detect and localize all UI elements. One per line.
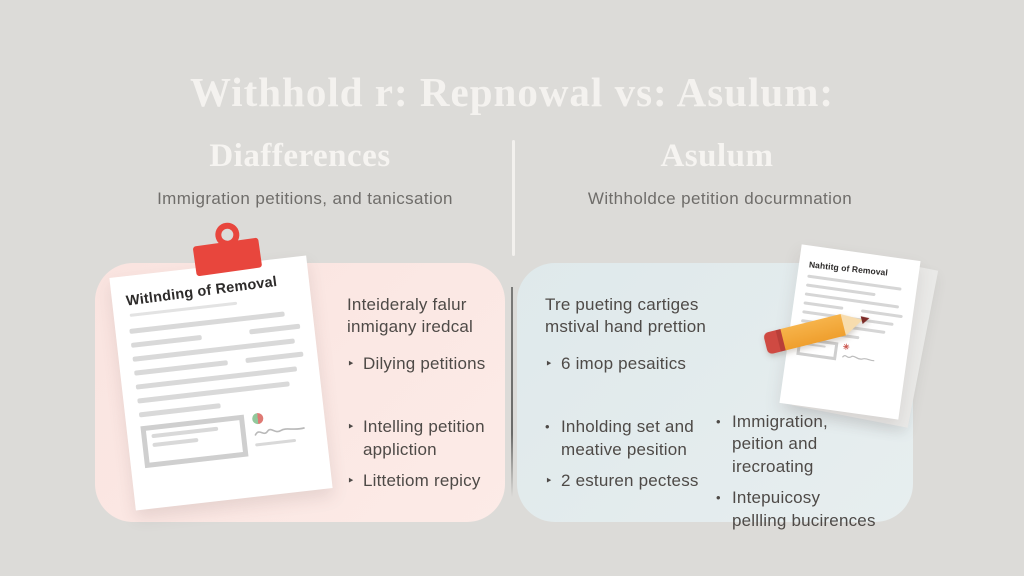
document-title: Nahtitg of Removal	[808, 259, 889, 278]
bullet-text: Intelling petition appliction	[363, 417, 485, 459]
list-item	[716, 411, 876, 478]
bullet-icon: •	[716, 414, 721, 429]
bullet-icon: ‣	[347, 473, 355, 489]
bullet-text: Littetiom repicy	[363, 471, 481, 491]
document-title: Witlnding of Removal	[125, 273, 279, 310]
card-paragraph: Inteideraly falur inmigany iredcal	[347, 295, 474, 337]
list-item	[716, 487, 876, 532]
right-card-col2-text-block	[716, 411, 876, 541]
bullet-text: Inholding set and meative pesition	[561, 417, 694, 459]
list-item	[545, 470, 720, 492]
list-item	[347, 416, 502, 461]
card-divider	[511, 287, 513, 497]
bullet-text: Immigration, peition and irecroating	[732, 412, 828, 476]
doc-text-line	[139, 403, 221, 417]
bullet-text: Intepuicosy pellling bucirences	[732, 488, 876, 530]
signature-squiggle	[253, 421, 306, 441]
left-section-subheading: Immigration petitions, and tanicsation	[157, 189, 453, 208]
bullet-icon: ‣	[347, 419, 355, 435]
bullet-icon: ‣	[347, 355, 355, 371]
spacer	[545, 384, 720, 416]
doc-field-box	[140, 415, 248, 469]
list-item	[347, 353, 502, 375]
bullet-text: 2 esturen pectess	[561, 471, 699, 491]
header-divider	[512, 140, 515, 256]
right-section-subheading: Withholdce petition docurmnation	[587, 189, 853, 208]
card-paragraph: Tre pueting cartiges mstival hand prettion	[545, 295, 707, 337]
stamp-icon: ✳	[842, 342, 851, 353]
bullet-text: Dilying petitions	[363, 353, 486, 373]
stamp-icon	[252, 412, 264, 424]
bullet-icon: •	[545, 419, 550, 435]
list-item	[545, 353, 720, 375]
bullet-icon: ‣	[545, 355, 553, 371]
doc-footer	[140, 407, 314, 468]
left-card-text-block	[347, 294, 502, 502]
spacer	[347, 384, 502, 416]
bullet-icon: ‣	[545, 473, 553, 489]
right-card-col1-text-block	[545, 294, 720, 502]
list-item	[545, 416, 720, 461]
bullet-text: 6 imop pesaitics	[561, 353, 687, 373]
withholding-document-illustration	[109, 256, 332, 511]
list-item	[347, 470, 502, 492]
left-section-heading: Diafferences	[209, 138, 391, 174]
signature-area	[244, 407, 314, 456]
bullet-icon: •	[716, 490, 721, 506]
right-section-heading: Asulum	[660, 138, 774, 174]
main-title: Withhold r: Repnowal vs: Asulum:	[189, 69, 835, 115]
signature-area	[836, 342, 898, 368]
